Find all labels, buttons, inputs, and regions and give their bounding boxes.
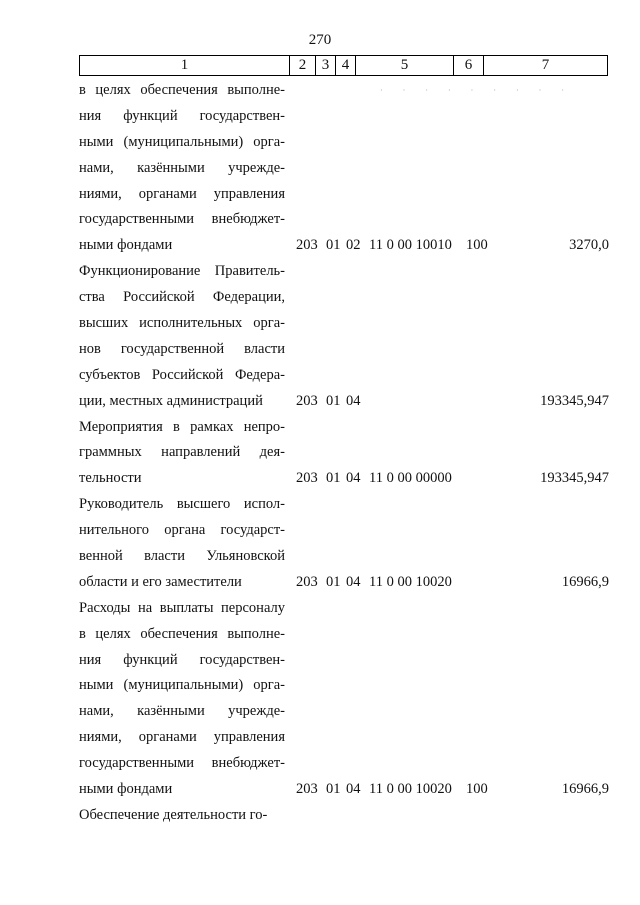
code-pr: 04: [346, 392, 361, 409]
code-rz: 01: [326, 392, 341, 409]
description-line: Расходы на выплаты персоналу: [79, 599, 285, 616]
description-line: ния функций государствен-: [79, 651, 285, 668]
row-description: [79, 415, 285, 493]
page-number: 270: [308, 32, 332, 48]
description-line: венной власти Ульяновской: [79, 548, 285, 565]
description-line: в целях обеспечения выполне-: [79, 625, 285, 642]
description-line: граммных направлений дея-: [79, 444, 285, 461]
table-row: [79, 596, 619, 803]
table-row: [79, 415, 619, 493]
table-row: [79, 492, 619, 596]
code-rz: 01: [326, 781, 341, 798]
description-line: субъектов Российской Федера-: [79, 366, 285, 383]
code-rz: 01: [326, 573, 341, 590]
code-vr: 100: [466, 781, 488, 798]
code-pr: 04: [346, 781, 361, 798]
table-body: [79, 78, 619, 829]
description-line: ния функций государствен-: [79, 107, 285, 124]
code-csr: 11 0 00 10010: [369, 237, 452, 254]
code-rz: 01: [326, 237, 341, 254]
header-col-6: 6: [454, 56, 484, 75]
header-col-4: 4: [336, 56, 356, 75]
description-line: нами, казёнными учрежде-: [79, 703, 285, 720]
code-pr: 04: [346, 573, 361, 590]
description-line: ными фондами: [79, 781, 173, 798]
code-csr: 11 0 00 10020: [369, 573, 452, 590]
description-line: государственными внебюджет-: [79, 755, 285, 772]
row-amount: 193345,947: [540, 392, 609, 409]
description-line: ными фондами: [79, 237, 173, 254]
description-line: Функционирование Правитель-: [79, 263, 285, 280]
code-gr: 203: [296, 781, 318, 798]
description-line: ции, местных администраций: [79, 392, 263, 409]
header-col-7: 7: [541, 57, 550, 73]
description-line: нами, казёнными учрежде-: [79, 159, 285, 176]
header-col-2: 2: [290, 56, 316, 75]
description-line: ства Российской Федерации,: [79, 289, 285, 306]
header-col-1: 1: [80, 56, 290, 75]
description-line: области и его заместители: [79, 573, 242, 590]
description-line: высших исполнительных орга-: [79, 315, 285, 332]
table-header: [79, 55, 608, 76]
description-line: ниями, органами управления: [79, 729, 285, 746]
description-line: ными (муниципальными) орга-: [79, 133, 285, 150]
row-description: [79, 596, 285, 803]
table-row: [79, 803, 619, 829]
code-rz: 01: [326, 470, 341, 487]
code-gr: 203: [296, 392, 318, 409]
description-line: тельности: [79, 470, 142, 487]
description-line: Мероприятия в рамках непро-: [79, 418, 285, 435]
code-pr: 04: [346, 470, 361, 487]
description-line: в целях обеспечения выполне-: [79, 82, 285, 98]
description-line: ниями, органами управления: [79, 185, 285, 202]
row-amount: 16966,9: [561, 573, 609, 590]
row-amount: 193345,947: [540, 470, 609, 487]
code-pr: 02: [346, 237, 361, 254]
table-row: [79, 259, 619, 414]
row-amount: 16966,9: [561, 781, 609, 798]
code-gr: 203: [296, 237, 318, 254]
header-col-5: 5: [356, 56, 454, 75]
code-csr: 11 0 00 00000: [369, 470, 452, 487]
code-vr: 100: [466, 237, 488, 254]
description-line: Обеспечение деятельности го-: [79, 806, 268, 823]
description-line: нительного органа государст-: [79, 522, 285, 539]
description-line: государственными внебюджет-: [79, 211, 285, 228]
table-row: [79, 78, 619, 259]
description-line: ными (муниципальными) орга-: [79, 677, 285, 694]
row-description: [79, 803, 285, 829]
description-line: нов государственной власти: [79, 340, 285, 357]
row-amount: 3270,0: [569, 237, 609, 254]
scan-specks: · · · · · · · · ·: [380, 86, 573, 95]
row-description: [79, 78, 285, 259]
header-col-3: 3: [316, 56, 336, 75]
code-csr: 11 0 00 10020: [369, 781, 452, 798]
code-gr: 203: [296, 470, 318, 487]
description-line: Руководитель высшего испол-: [79, 496, 285, 513]
row-description: [79, 259, 285, 414]
row-description: [79, 492, 285, 596]
code-gr: 203: [296, 573, 318, 590]
